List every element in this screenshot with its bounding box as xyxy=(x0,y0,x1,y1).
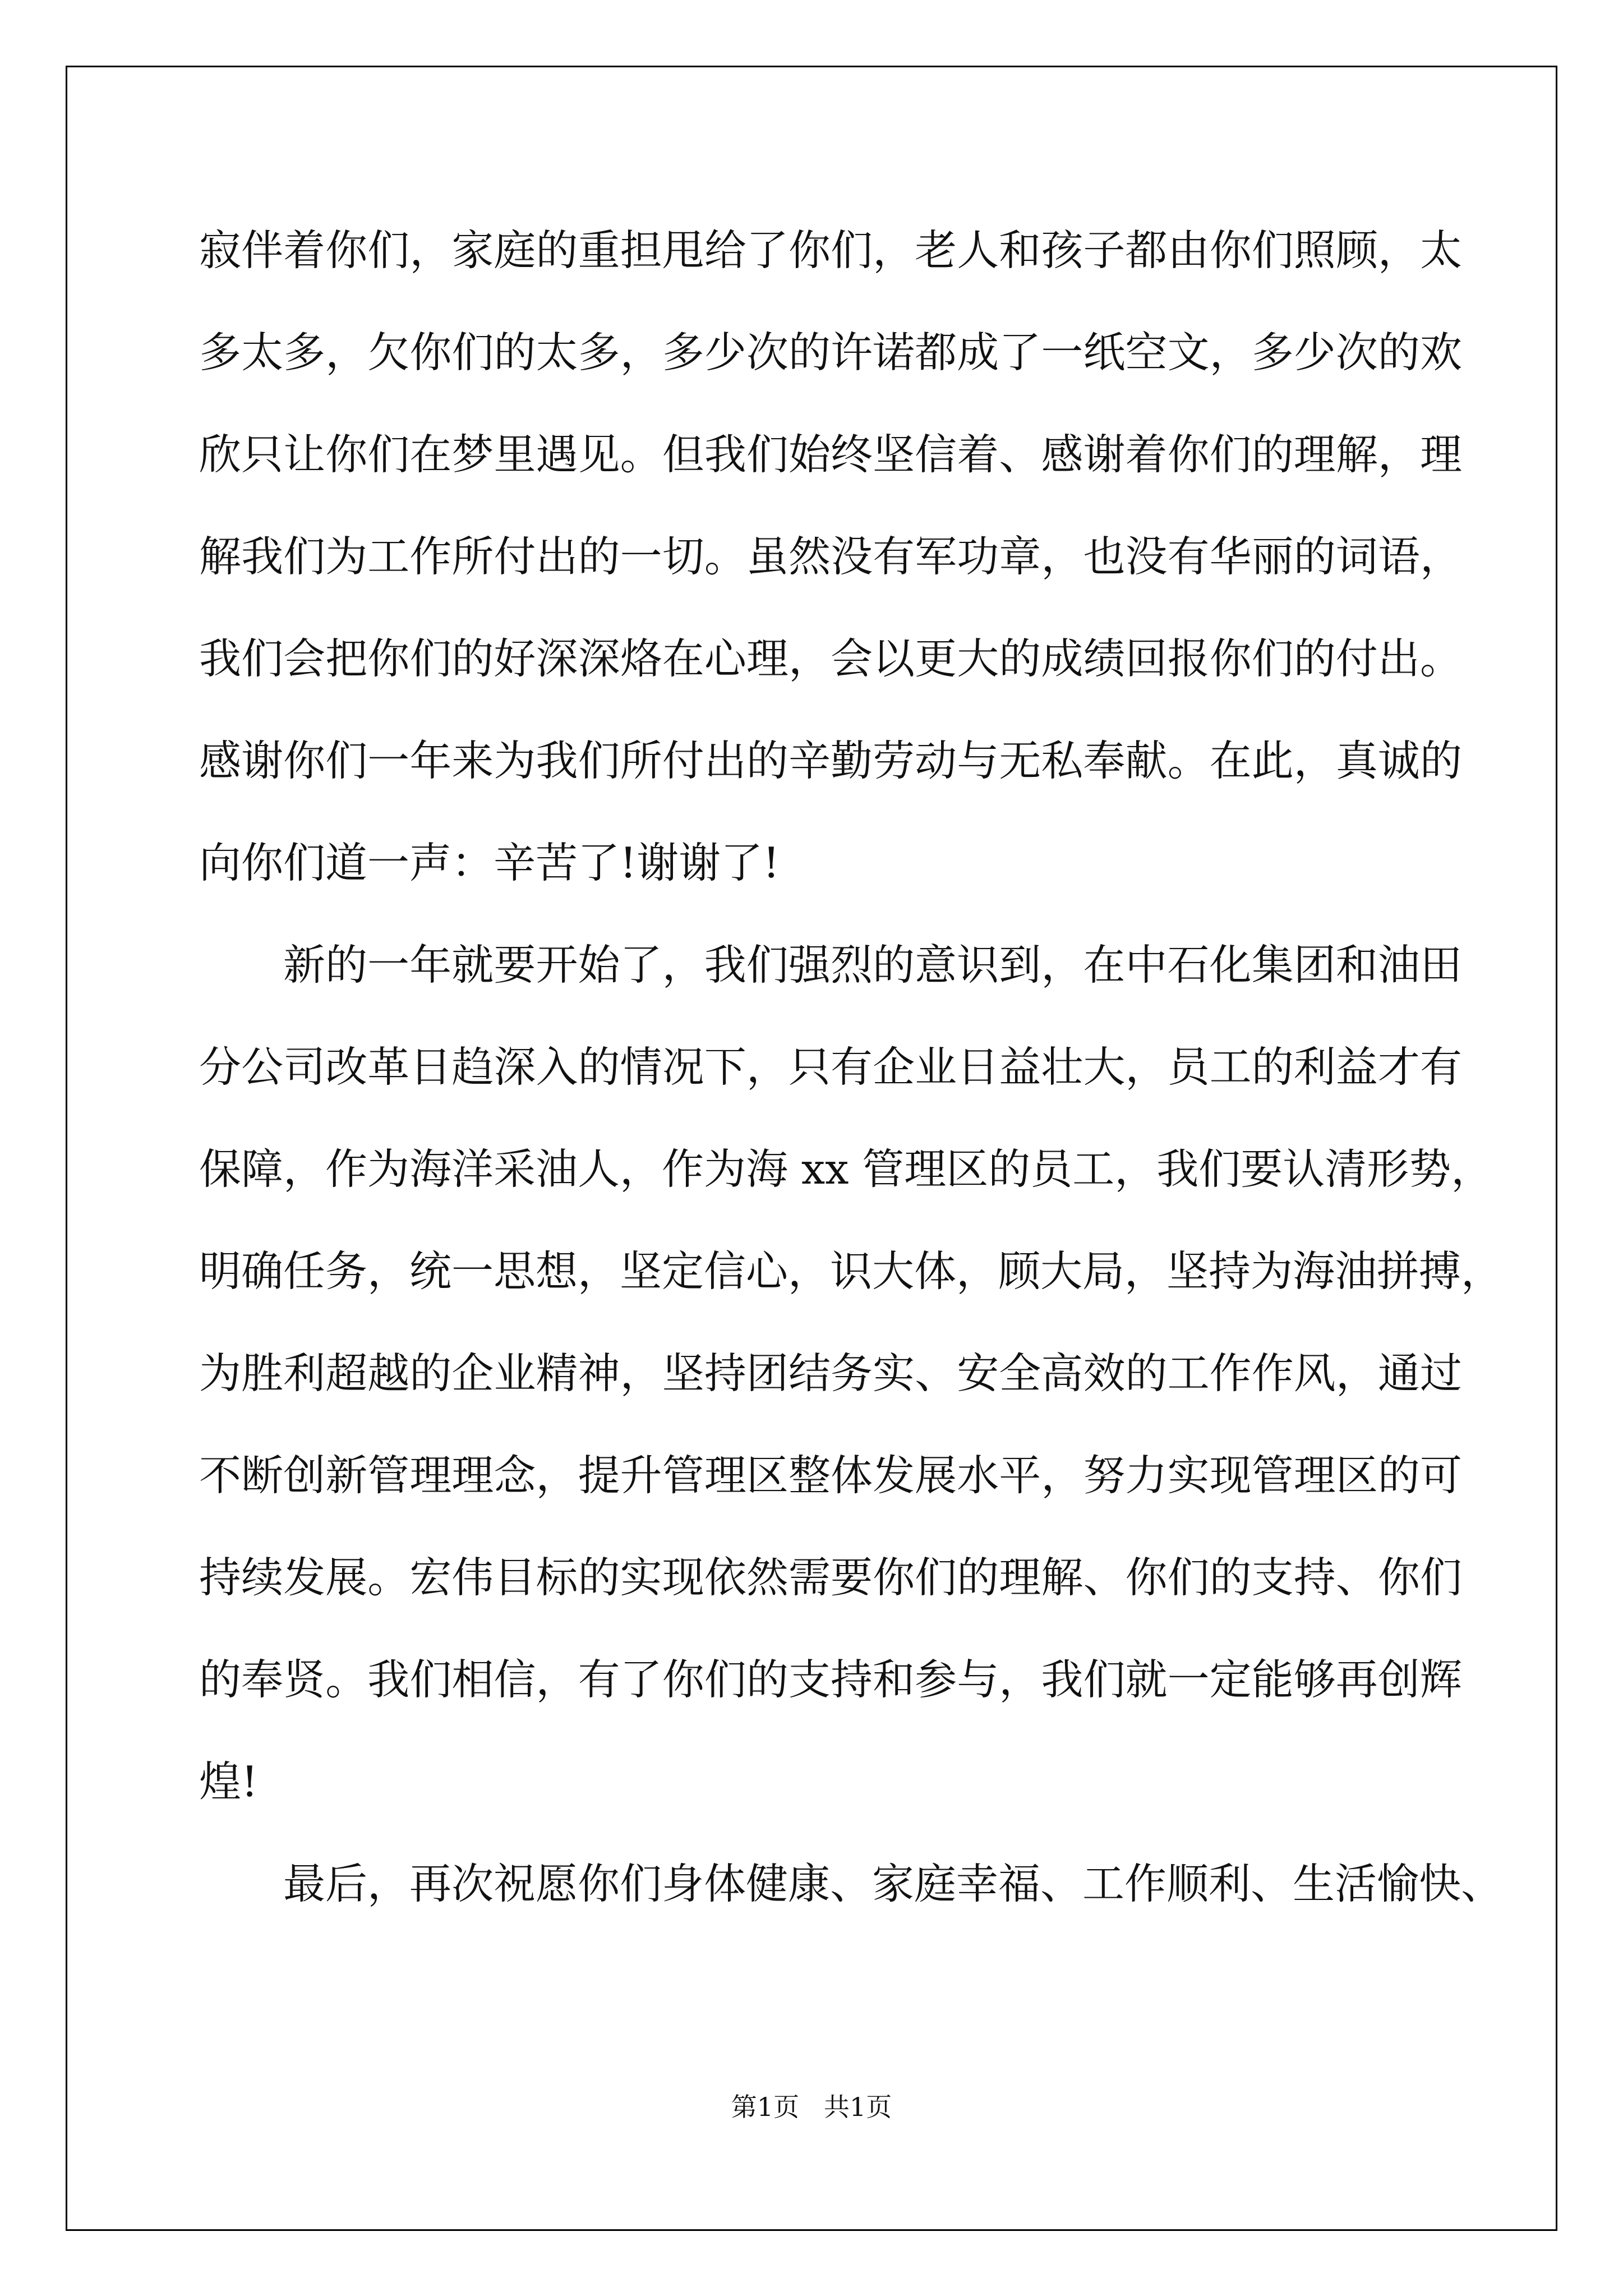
text-line: 我们会把你们的好深深烙在心理，会以更大的成绩回报你们的付出。 xyxy=(199,634,1462,683)
text-line: 最后，再次祝愿你们身体健康、家庭幸福、工作顺利、生活愉快、 xyxy=(283,1859,1504,1908)
text-line: 多太多，欠你们的太多，多少次的许诺都成了一纸空文，多少次的欢 xyxy=(199,328,1462,377)
text-line: 持续发展。宏伟目标的实现依然需要你们的理解、你们的支持、你们 xyxy=(199,1553,1462,1602)
document-body xyxy=(199,199,1504,1935)
text-line: 保障，作为海洋采油人，作为海 xx 管理区的员工，我们要认清形势， xyxy=(199,1144,1493,1194)
text-line: 不断创新管理理念，提升管理区整体发展水平，努力实现管理区的可 xyxy=(199,1451,1462,1500)
text-line: 分公司改革日趋深入的情况下，只有企业日益壮大，员工的利益才有 xyxy=(199,1042,1462,1092)
text-line: 煌! xyxy=(199,1757,259,1806)
text-line: 解我们为工作所付出的一切。虽然没有军功章，也没有华丽的词语， xyxy=(199,532,1462,581)
text-line: 新的一年就要开始了，我们强烈的意识到，在中石化集团和油田 xyxy=(283,940,1462,990)
text-line: 为胜利超越的企业精神，坚持团结务实、安全高效的工作作风，通过 xyxy=(199,1349,1462,1398)
text-line: 明确任务，统一思想，坚定信心，识大体，顾大局，坚持为海油拼搏， xyxy=(199,1246,1504,1296)
page-number-footer: 第1页 共1页 xyxy=(731,2092,892,2122)
text-line: 寂伴着你们，家庭的重担甩给了你们，老人和孩子都由你们照顾，太 xyxy=(199,226,1462,275)
text-line: 的奉贤。我们相信，有了你们的支持和参与，我们就一定能够再创辉 xyxy=(199,1655,1462,1704)
text-line: 欣只让你们在梦里遇见。但我们始终坚信着、感谢着你们的理解，理 xyxy=(199,430,1462,479)
text-line: 向你们道一声：辛苦了!谢谢了! xyxy=(199,838,780,887)
text-line: 感谢你们一年来为我们所付出的辛勤劳动与无私奉献。在此，真诚的 xyxy=(199,736,1462,785)
